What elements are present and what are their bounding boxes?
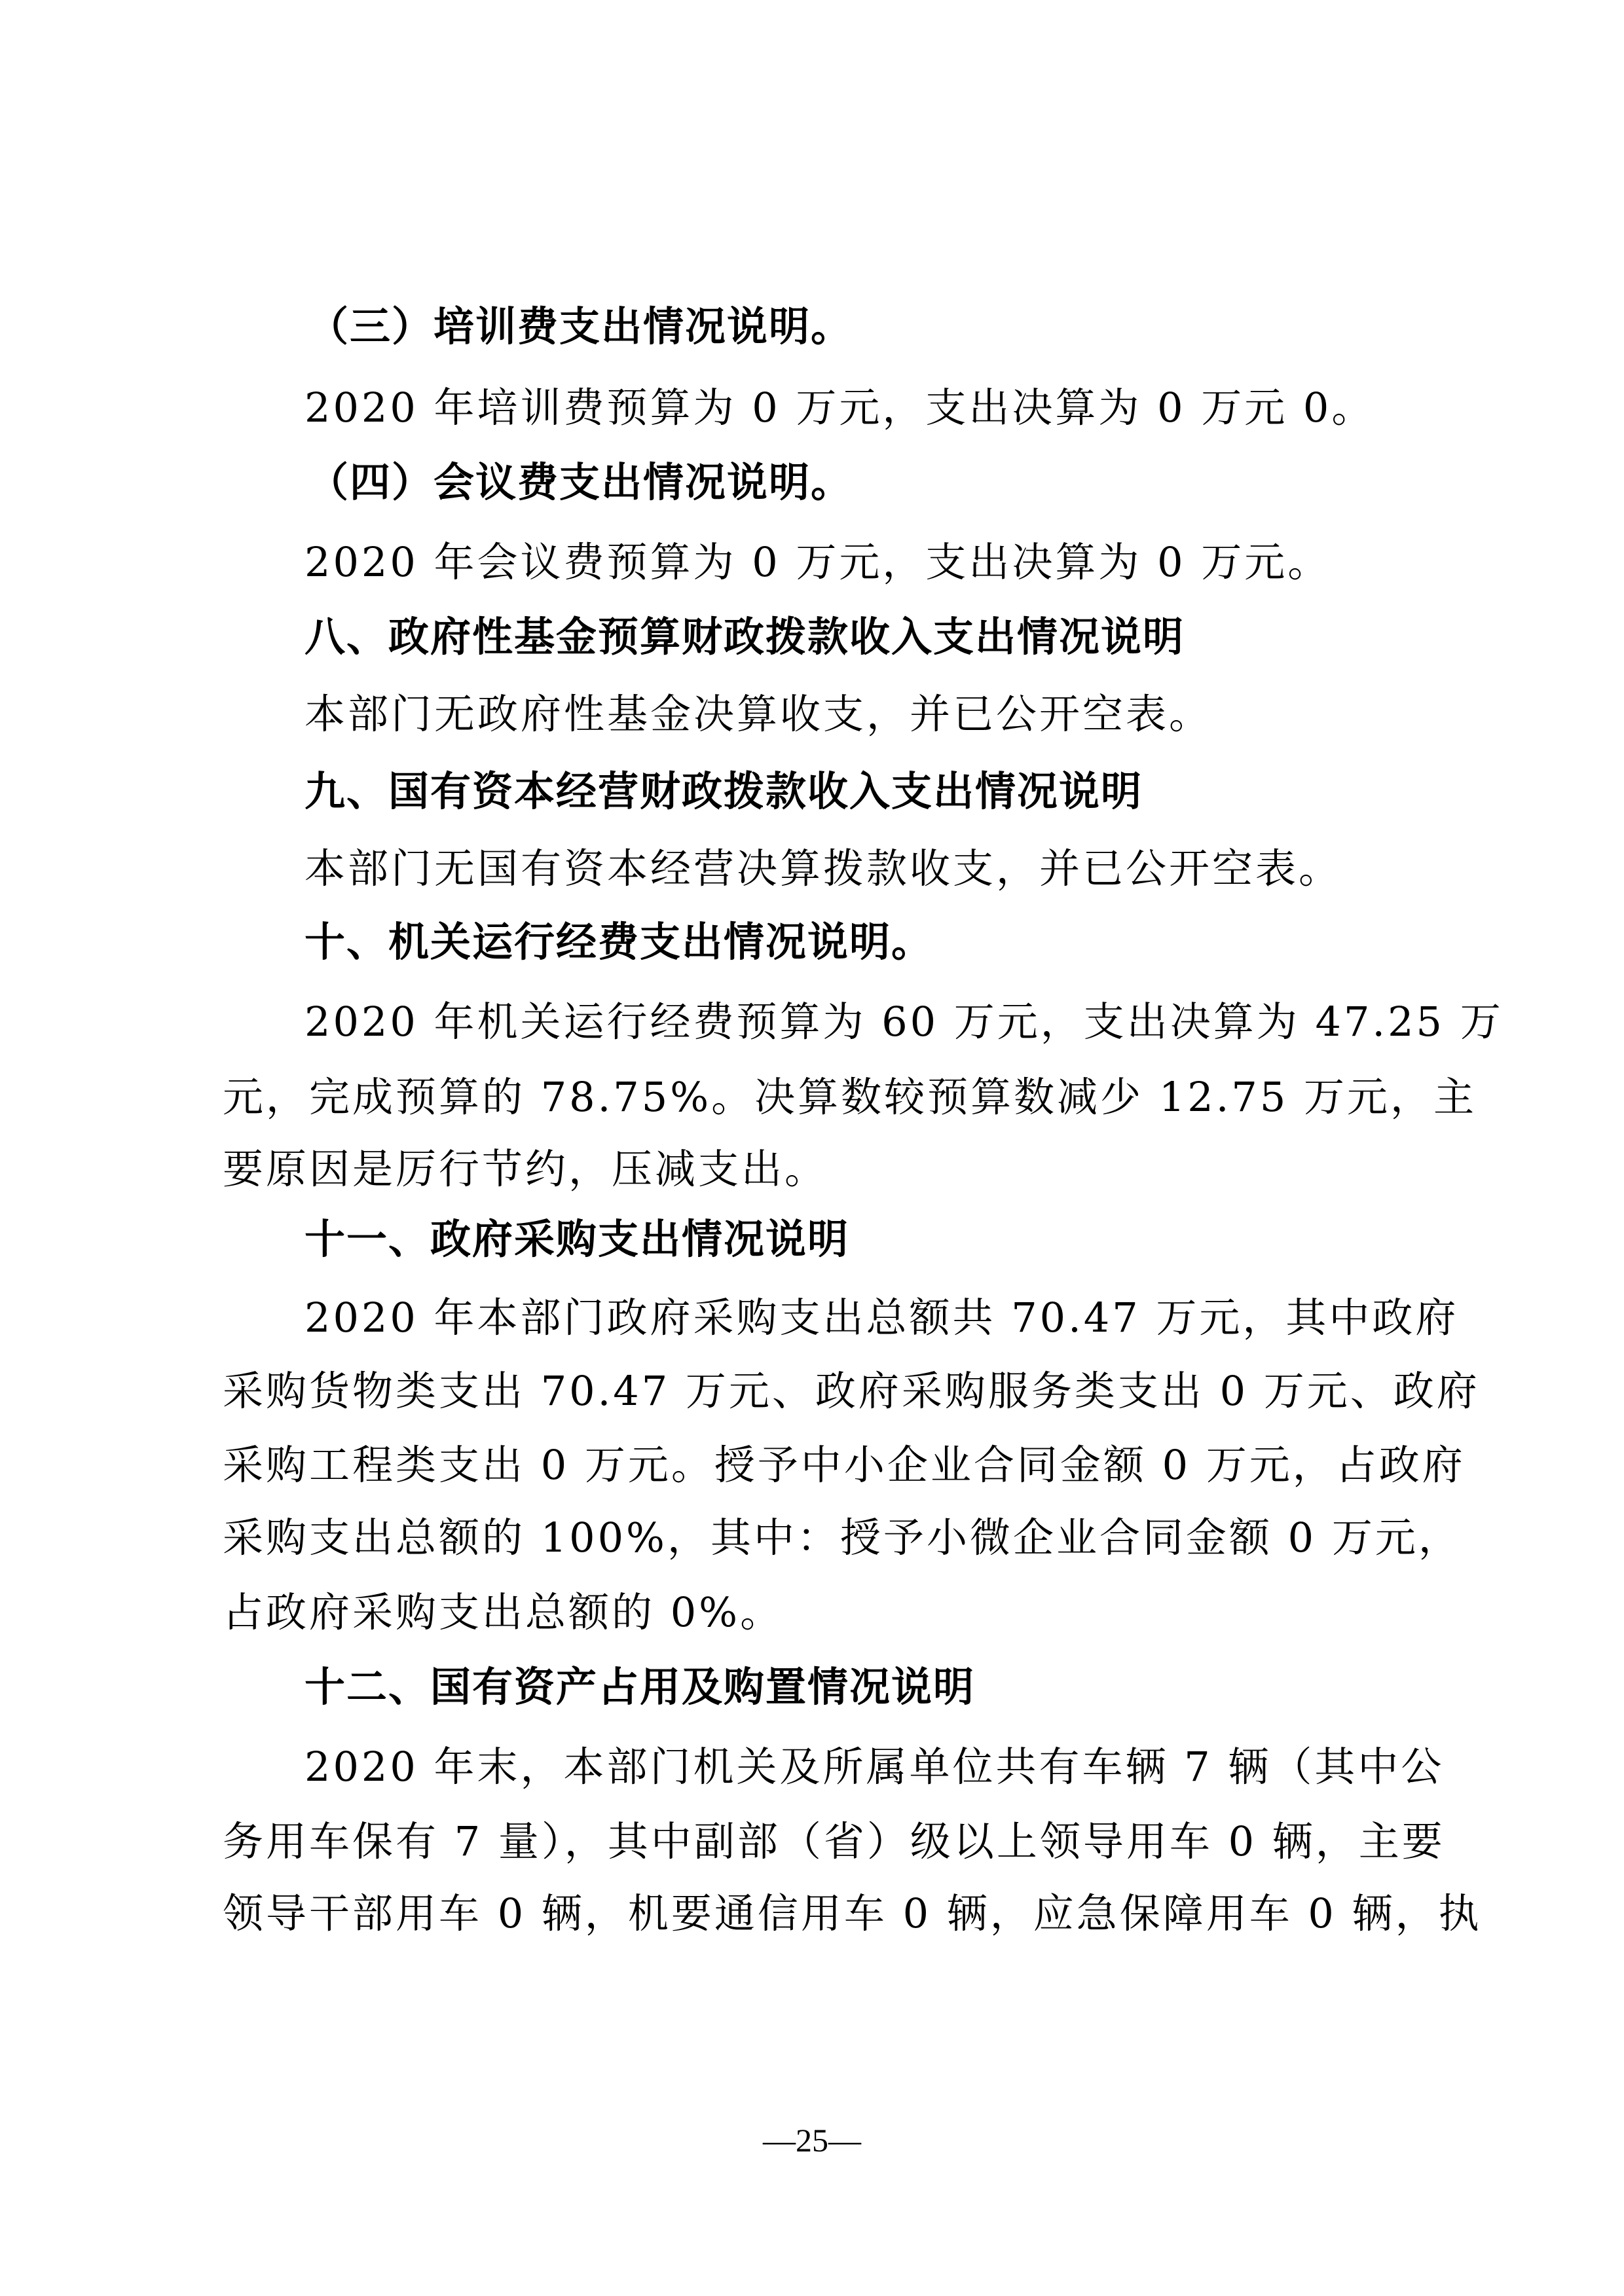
- paragraph-operation-line-2: 元，完成预算的 78.75%。决算数较预算数减少 12.75 万元，主: [223, 1073, 1477, 1121]
- paragraph-government-fund: 本部门无政府性基金决算收支，并已公开空表。: [304, 690, 1213, 738]
- paragraph-procurement-line-4: 采购支出总额的 100%，其中：授予小微企业合同金额 0 万元，: [223, 1514, 1462, 1561]
- paragraph-assets-line-3: 领导干部用车 0 辆，机要通信用车 0 辆，应急保障用车 0 辆，执: [223, 1889, 1482, 1937]
- paragraph-procurement-line-5: 占政府采购支出总额的 0%。: [223, 1588, 784, 1636]
- paragraph-procurement-line-3: 采购工程类支出 0 万元。授予中小企业合同金额 0 万元，占政府: [223, 1441, 1466, 1489]
- paragraph-operation-line-1: 2020 年机关运行经费预算为 60 万元，支出决算为 47.25 万: [304, 998, 1504, 1046]
- heading-government-fund: 八、政府性基金预算财政拨款收入支出情况说明: [304, 613, 1185, 661]
- heading-procurement: 十一、政府采购支出情况说明: [304, 1215, 850, 1263]
- heading-training-expense: （三）培训费支出情况说明。: [308, 302, 853, 350]
- paragraph-assets-line-1: 2020 年末，本部门机关及所属单位共有车辆 7 辆（其中公: [304, 1743, 1445, 1791]
- paragraph-state-capital: 本部门无国有资本经营决算拨款收支，并已公开空表。: [304, 845, 1342, 892]
- page-number: —25—: [763, 2122, 861, 2159]
- paragraph-operation-line-3: 要原因是厉行节约，压减支出。: [223, 1145, 828, 1193]
- heading-operation-expense: 十、机关运行经费支出情况说明。: [304, 918, 934, 966]
- paragraph-procurement-line-1: 2020 年本部门政府采购支出总额共 70.47 万元，其中政府: [304, 1294, 1459, 1341]
- paragraph-training-expense: 2020 年培训费预算为 0 万元，支出决算为 0 万元 0。: [304, 384, 1375, 431]
- paragraph-procurement-line-2: 采购货物类支出 70.47 万元、政府采购服务类支出 0 万元、政府: [223, 1367, 1480, 1415]
- paragraph-meeting-expense: 2020 年会议费预算为 0 万元，支出决算为 0 万元。: [304, 538, 1331, 586]
- heading-state-assets: 十二、国有资产占用及购置情况说明: [304, 1663, 976, 1711]
- heading-state-capital: 九、国有资本经营财政拨款收入支出情况说明: [304, 767, 1143, 815]
- paragraph-assets-line-2: 务用车保有 7 量），其中副部（省）级以上领导用车 0 辆，主要: [223, 1817, 1445, 1865]
- heading-meeting-expense: （四）会议费支出情况说明。: [308, 458, 853, 506]
